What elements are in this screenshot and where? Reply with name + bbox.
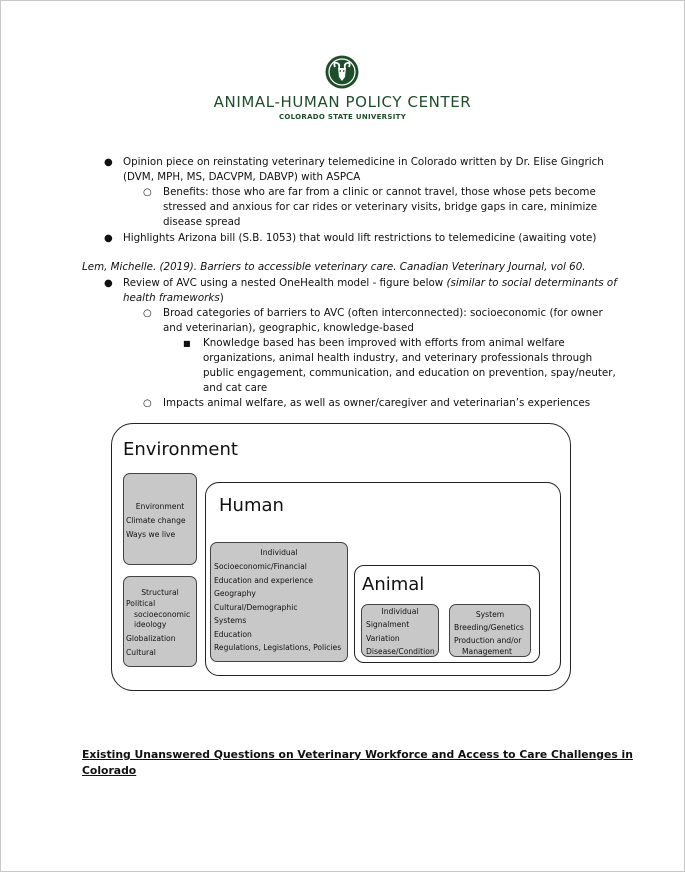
environment-factors-title: Environment (135, 502, 185, 511)
environment-factor: Climate change (126, 516, 186, 525)
animal-individual-item: Variation (366, 633, 400, 643)
animal-system-box (449, 604, 531, 657)
environment-factor: Ways we live (126, 529, 176, 539)
human-individual-item: Cultural/Demographic (214, 602, 298, 612)
structural-item: Cultural (126, 647, 156, 657)
structural-item: Political (126, 599, 156, 608)
human-individual-item: Education and experience (214, 575, 314, 585)
review-item-italic-2: health frameworks (123, 292, 220, 304)
structural-item: Globalization (126, 634, 176, 643)
note-sub-1-line-3: disease spread (163, 216, 241, 228)
org-name: ANIMAL-HUMAN POLICY CENTER (213, 93, 472, 111)
animal-individual-item: Signalment (366, 620, 410, 629)
review-item-line-2 (123, 291, 224, 306)
bullet-dot: ● (104, 278, 113, 289)
animal-title: Animal (362, 574, 425, 595)
structural-box (123, 576, 197, 667)
review-subsub-line-3: public engagement, communication, and education on prevention, spay/neuter, (203, 367, 616, 379)
human-individual-box (210, 542, 348, 662)
note-item-1-line-2: (DVM, MPH, MS, DACVPM, DABVP) with ASPCA (123, 171, 361, 183)
csu-ram-logo-icon (325, 55, 359, 89)
note-sub-1-line-1: Benefits: those who are far from a clinic or cannot travel, those whose pets become (163, 186, 596, 198)
animal-system-item: Production and/or (454, 636, 522, 645)
review-subsub-line-4: and cat care (203, 382, 268, 394)
section-heading (82, 747, 633, 779)
bullet-circle: ○ (143, 398, 152, 409)
citation: Lem, Michelle. (2019). Barriers to accessible veterinary care. Canadian Veterinary Journal, vol 60. (82, 261, 586, 273)
human-individual-item: Education (214, 629, 252, 639)
human-individual-item: Socioeconomic/Financial (214, 562, 307, 571)
animal-individual-box (361, 604, 439, 657)
review-subsub-line-2: organizations, animal health industry, and veterinary professionals through (203, 352, 593, 364)
environment-factors-box (123, 473, 197, 565)
animal-individual-item: Disease/Condition (366, 647, 435, 656)
review-item-close: ) (219, 292, 224, 304)
review-sub-1-line-1: Broad categories of barriers to AVC (often interconnected): socioeconomic (for owner (163, 307, 603, 319)
bullet-dot: ● (104, 233, 113, 244)
review-item-text: Review of AVC using a nested OneHealth model - figure below (123, 277, 447, 289)
animal-system-item: Breeding/Genetics (454, 623, 524, 632)
structural-title: Structural (141, 588, 179, 597)
structural-item: ideology (134, 620, 167, 629)
bullet-square: ■ (183, 339, 191, 348)
animal-system-title: System (475, 610, 505, 619)
animal-system-item: Management (462, 647, 513, 656)
review-subsub-line-1: Knowledge based has been improved with efforts from animal welfare (203, 337, 565, 349)
review-sub-2: Impacts animal welfare, as well as owner/caregiver and veterinarian’s experiences (163, 397, 591, 409)
review-item-italic: (similar to social determinants of (446, 277, 617, 289)
review-sub-1-line-2: and veterinarian), geographic, knowledge-based (163, 322, 414, 334)
note-item-2: Highlights Arizona bill (S.B. 1053) that would lift restrictions to telemedicine (awaiting vote) (123, 232, 597, 244)
animal-individual-title: Individual (381, 607, 419, 616)
human-individual-item: Systems (214, 616, 247, 625)
bullet-circle: ○ (143, 308, 152, 319)
human-title: Human (219, 495, 284, 516)
environment-title: Environment (123, 439, 238, 460)
note-sub-1-line-2: stressed and anxious for car rides or veterinary visits, bridge gaps in care, minimize (163, 201, 598, 213)
section-heading-line-2: Colorado (82, 764, 137, 777)
bullet-circle: ○ (143, 187, 152, 198)
university-name: COLORADO STATE UNIVERSITY (278, 113, 407, 121)
note-item-1-line-1: Opinion piece on reinstating veterinary telemedicine in Colorado written by Dr. Elise Gingrich (123, 156, 604, 168)
section-heading-line-1: Existing Unanswered Questions on Veterinary Workforce and Access to Care Challenges in (82, 748, 633, 761)
review-item-line-1 (123, 276, 617, 291)
human-individual-item: Geography (214, 589, 256, 598)
structural-item: socioeconomic (134, 609, 191, 619)
human-individual-item: Regulations, Legislations, Policies (214, 643, 342, 652)
human-individual-title: Individual (260, 548, 298, 557)
bullet-dot: ● (104, 157, 113, 168)
